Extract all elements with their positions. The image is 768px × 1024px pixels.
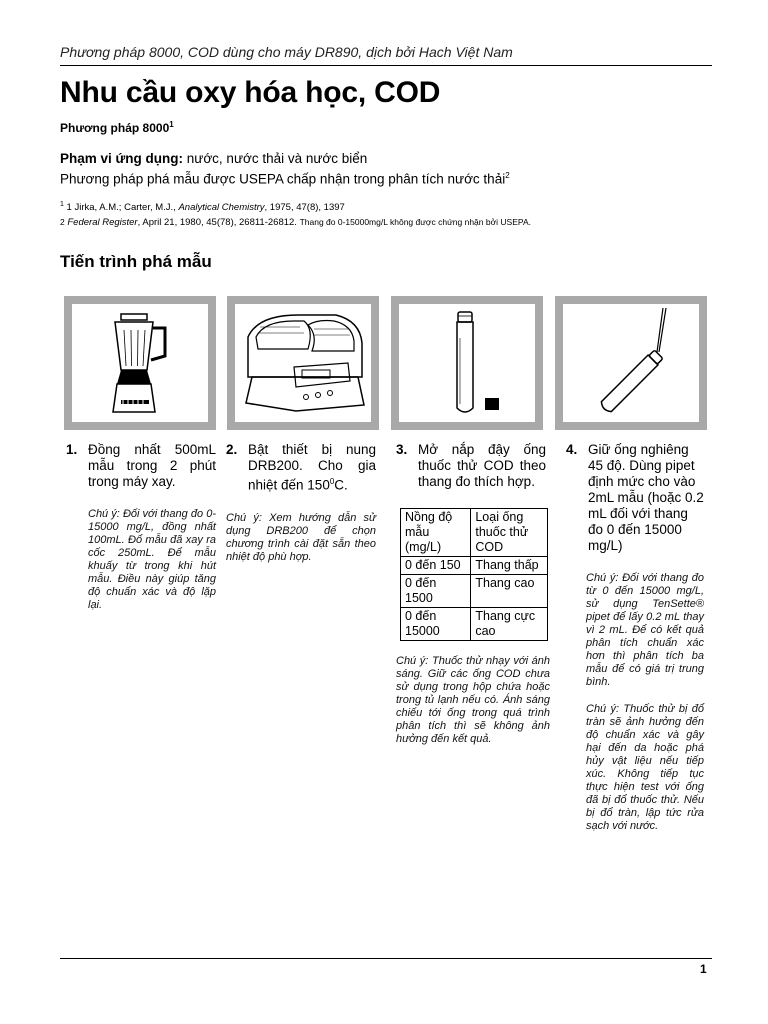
- table-row: [401, 557, 548, 575]
- figure-vial: [391, 296, 543, 430]
- header-rule: [60, 65, 712, 66]
- table-cell: Thang thấp: [471, 557, 548, 575]
- reactor-icon: [238, 307, 368, 419]
- figure-blender: [64, 296, 216, 430]
- figure-pipet: [555, 296, 707, 430]
- method-label: Phương pháp 8000: [60, 121, 170, 135]
- step-2-note: Chú ý: Xem hướng dẫn sử dụng DRB200 để chọn chương trình cài đặt sẵn theo nhiệt độ phù hợp.: [226, 511, 376, 563]
- step-1-note: Chú ý: Đối với thang đo 0-15000 mg/L, đồng nhất 100mL. Đổ mẫu đã xay ra cốc 250mL. Để mẫu khuấy từ trong khi hút mẫu. Điều này giúp tăng độ chuẩn xác và độ lặp lại.: [88, 508, 216, 611]
- scope-value: nước, nước thải và nước biển: [183, 151, 368, 166]
- table-header-cell: Loại ống thuốc thử COD: [471, 509, 548, 557]
- figure-reactor: [227, 296, 379, 430]
- footnote-2: 2 Federal Register, April 21, 1980, 45(78), 26811-26812. Thang đo 0-15000mg/L không được chứng nhận bởi USEPA.: [60, 217, 531, 229]
- step-4: 4. Giữ ống nghiêng 45 độ. Dùng pipet định mức cho vào 2mL mẫu (hoặc 0.2 mL đối với thang đo 0 đến 15000 mg/L): [566, 442, 704, 553]
- vial-icon: [422, 308, 512, 418]
- step-3-text: Mở nắp đậy ống thuốc thử COD theo thang đo thích hợp.: [418, 442, 546, 489]
- page-title: Nhu cầu oxy hóa học, COD: [60, 76, 441, 109]
- step-1-column: [66, 442, 216, 612]
- step-4-text: Giữ ống nghiêng 45 độ. Dùng pipet định mức cho vào 2mL mẫu (hoặc 0.2 mL đối với thang đo 0 đến 15000 mg/L): [588, 442, 704, 553]
- table-cell: Thang cao: [471, 575, 548, 608]
- running-header: Phương pháp 8000, COD dùng cho máy DR890, dịch bởi Hach Việt Nam: [60, 44, 513, 60]
- step-2-text: Bật thiết bị nung DRB200. Cho gia nhiệt đến $150^0C$.: [248, 442, 376, 493]
- scope-block: [60, 150, 510, 188]
- step-3-column: [396, 442, 550, 746]
- footer-rule: [60, 958, 712, 959]
- table-row: [401, 608, 548, 641]
- pipet-vial-icon: [581, 308, 681, 418]
- step-2-column: [226, 442, 376, 564]
- scope-footnote-ref: 2: [505, 171, 510, 180]
- step-4-note-2: Chú ý: Thuốc thử bị đổ tràn sẽ ảnh hưởng đến độ chuẩn xác và gây hại đến da hoặc phá hủy vật liệu nếu tiếp xúc. Không tiếp tục thực hiện test với ống đã bị đổ thuốc thử. Nếu bị đổ tràn, lập tức rửa sạch với nước.: [586, 703, 704, 832]
- table-cell: 0 đến 1500: [401, 575, 471, 608]
- section-title: Tiến trình phá mẫu: [60, 252, 212, 271]
- scope-line2: Phương pháp phá mẫu được USEPA chấp nhận trong phân tích nước thải: [60, 171, 506, 187]
- blender-icon: [95, 308, 185, 418]
- step-4-column: [566, 442, 704, 833]
- step-3-note: Chú ý: Thuốc thử nhạy với ánh sáng. Giữ các ống COD chưa sử dụng trong hộp chứa hoặc trong tủ lạnh nếu có. Ánh sáng chiếu tới ống trong quá trình phân tích thì sẽ không ảnh hưởng đến kết quả.: [396, 655, 550, 745]
- method-footnote-ref: 1: [169, 120, 174, 129]
- table-cell: Thang cực cao: [471, 608, 548, 641]
- step-1-text: Đồng nhất 500mL mẫu trong 2 phút trong máy xay.: [88, 442, 216, 489]
- table-header-cell: Nồng độ mẫu (mg/L): [401, 509, 471, 557]
- table-row: [401, 575, 548, 608]
- table-cell: 0 đến 150: [401, 557, 471, 575]
- footnotes: [60, 198, 531, 230]
- page-number: 1: [700, 962, 707, 976]
- step-1: 1. Đồng nhất 500mL mẫu trong 2 phút trong máy xay.: [66, 442, 216, 489]
- step-4-note-1: Chú ý: Đối với thang đo từ 0 đến 15000 mg/L, sử dụng TenSette® pipet để lấy 0.2 mL thay vì 2 mL. Để có kết quả phân tích chuẩn xác hơn thì phân tích ba mẫu để có giá trị trung bình.: [586, 572, 704, 688]
- step-3: 3. Mở nắp đậy ống thuốc thử COD theo thang đo thích hợp.: [396, 442, 546, 489]
- table-header-row: [401, 509, 548, 557]
- reagent-range-table: [400, 508, 548, 641]
- table-cell: 0 đến 15000: [401, 608, 471, 641]
- footnote-1: $^1$ 1 Jirka, A.M.; Carter, M.J., Analytical Chemistry, 1975, 47(8), 1397: [60, 201, 345, 214]
- scope-label: Phạm vi ứng dụng:: [60, 151, 184, 166]
- method-number: [60, 120, 174, 135]
- step-2: 2. Bật thiết bị nung DRB200. Cho gia nhiệt đến $150^0C$.: [226, 442, 376, 493]
